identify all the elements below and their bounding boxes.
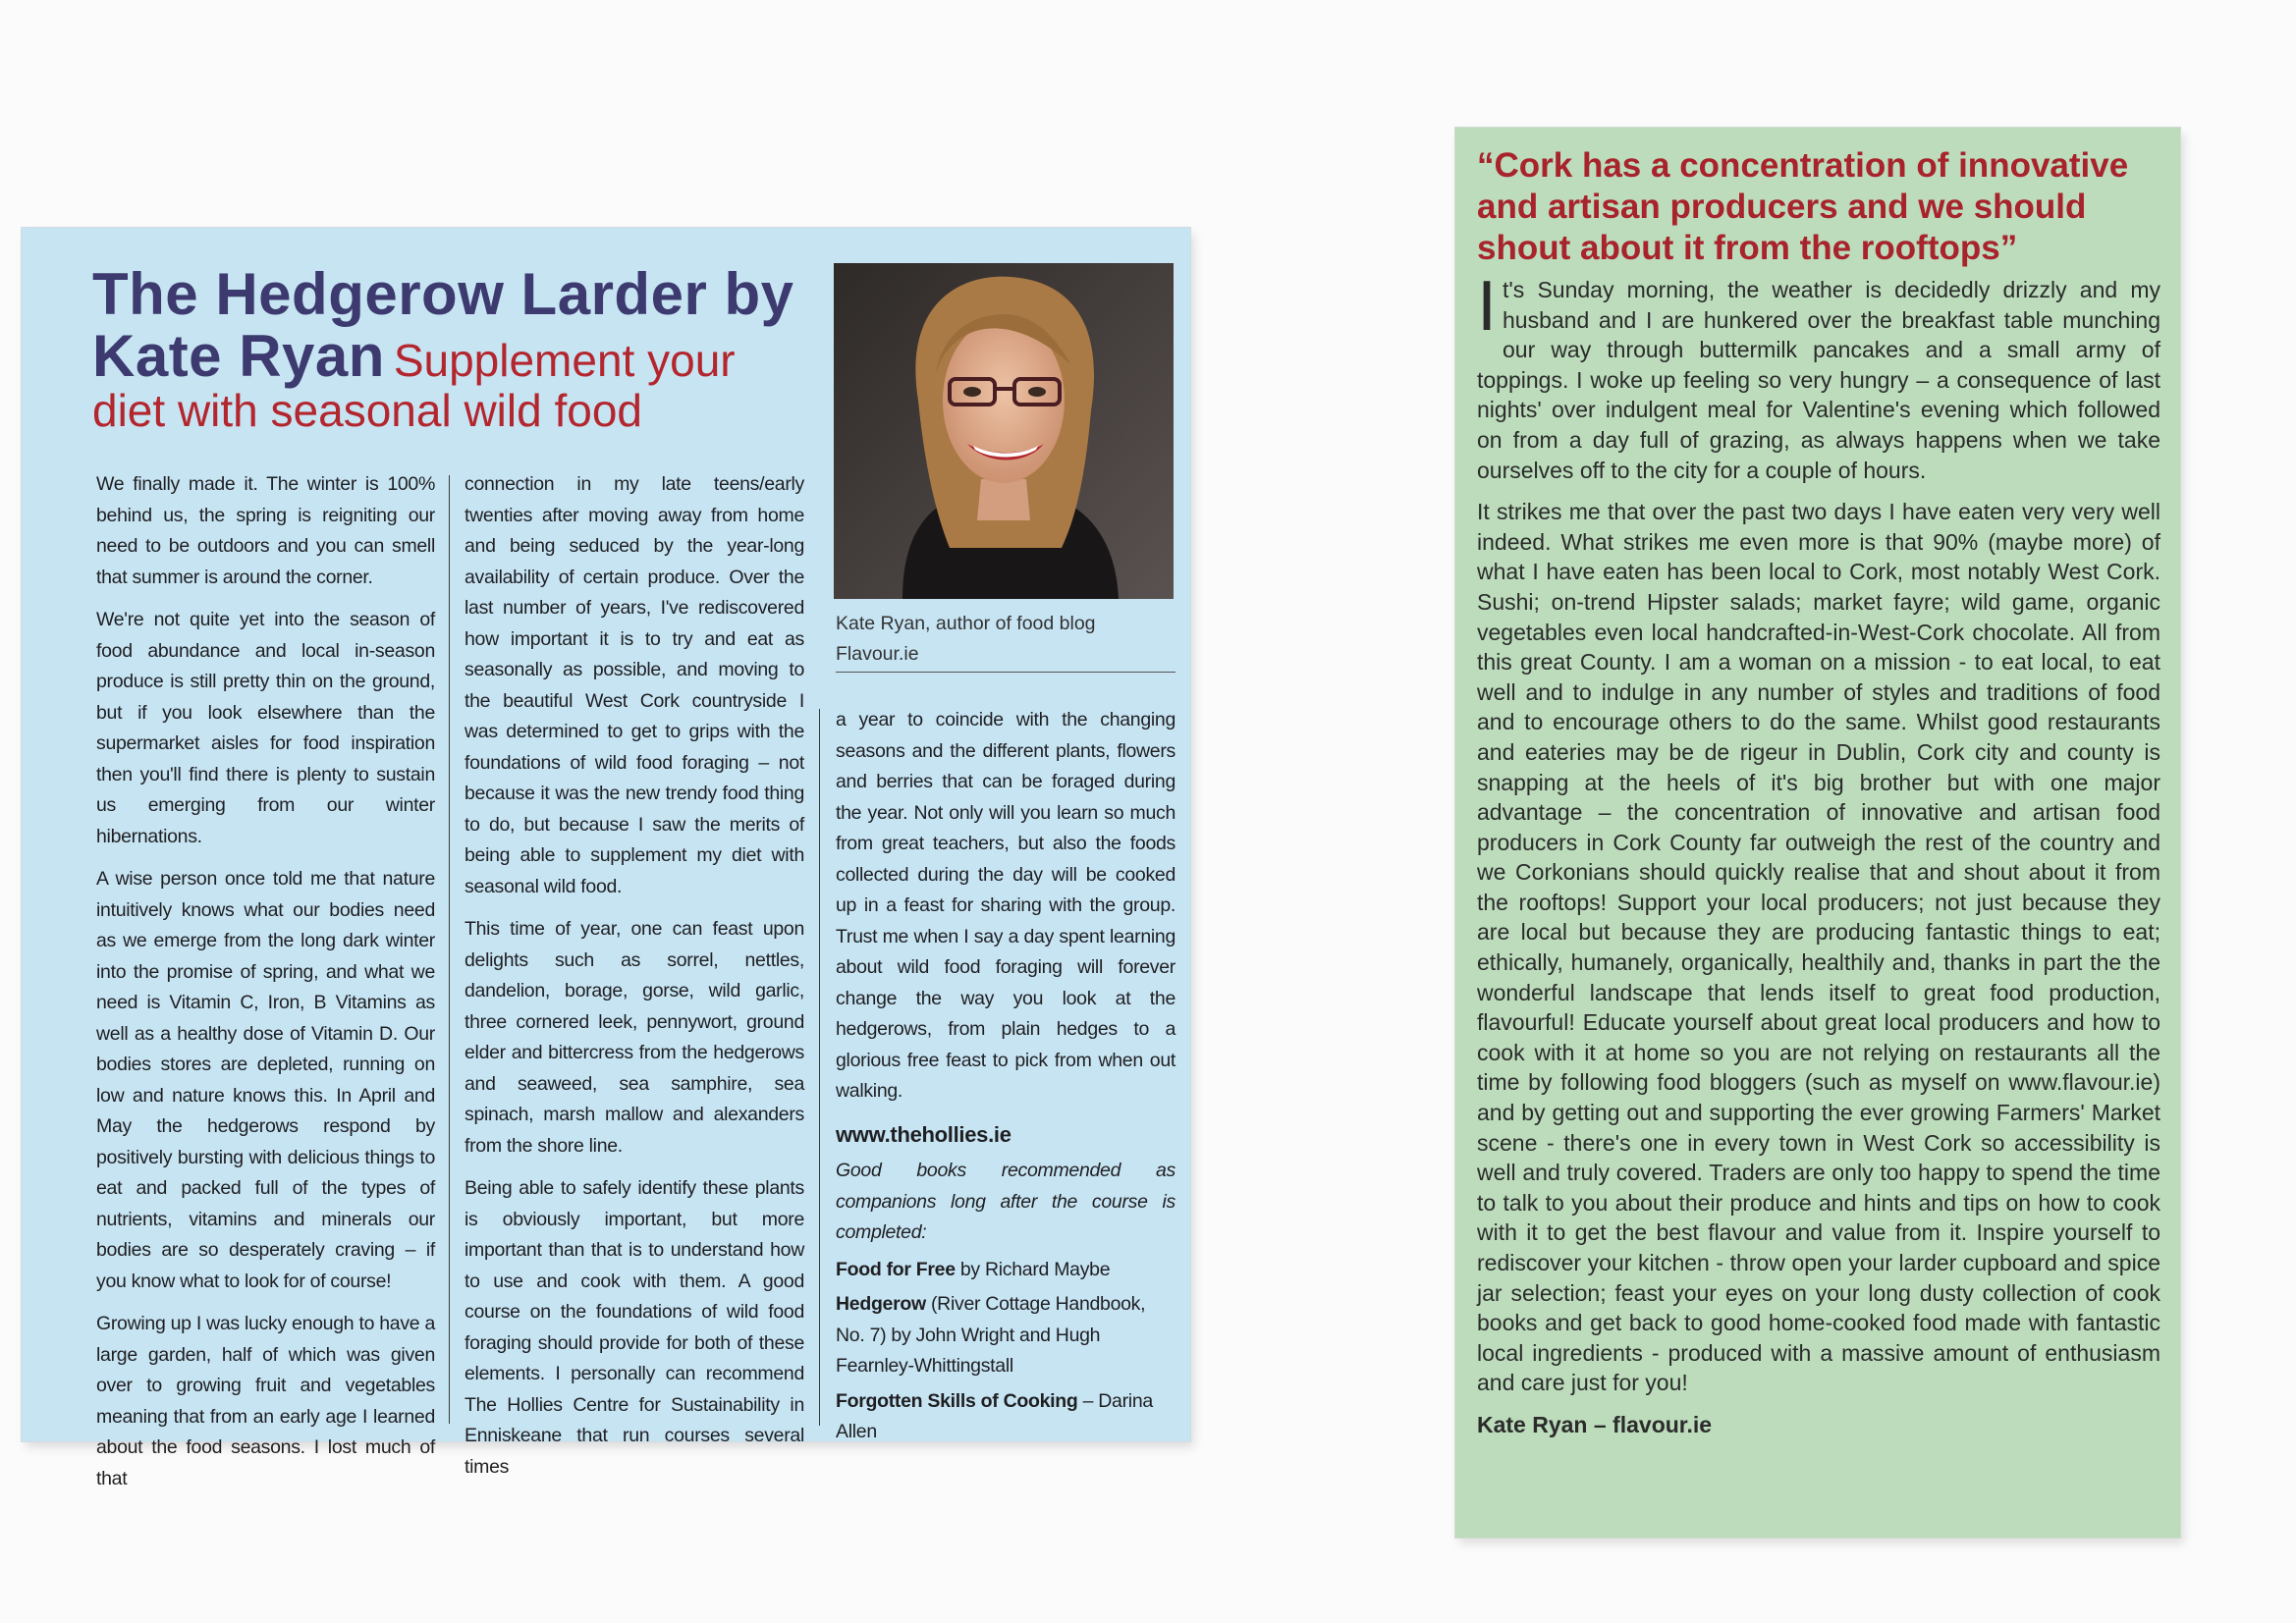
headline-subtitle-part2: diet with seasonal wild food [92,385,642,436]
pull-quote-headline: “Cork has a concentration of innovative and artisan producers and we should shout about it from the rooftops” [1477,146,2129,267]
book-item [836,1386,1175,1448]
paragraph: a year to coincide with the changing seasons and the different plants, flowers and berries that can be foraged during the year. Not only will you learn so much from great teachers, but also the foods collected during the day will be cooked up in a feast for sharing with the group. Trust me when I say a day spent learning about wild food foraging will forever change the way you look at the hedgerows, from plain hedges to a glorious free feast to pick from when out walking. [836,709,1175,1102]
book-item [836,1289,1175,1382]
headline-subtitle-part1: Supplement your [393,335,736,386]
paragraph: A wise person once told me that nature intuitively knows what our bodies need as we emerge from the long dark winter into the promise of spring, and what we need is Vitamin C, Iron, B Vitamins as well as a healthy dose of Vitamin D. Our bodies stores are depleted, running on low and nature knows this. In April and May the hedgerows respond by positively bursting with delicious things to eat and packed full of the types of nutrients, vitamins and minerals our bodies are so desperately craving – if you know what to look for of course! [96,868,435,1292]
book-title: Forgotten Skills of Cooking [836,1389,1078,1412]
article-headline [92,263,858,434]
column-divider [819,709,820,1426]
caption-divider [836,672,1175,673]
article-body [1477,267,2160,1440]
paragraph [1477,267,2160,485]
paragraph: Being able to safely identify these plants is obviously important, but more important than that is to understand how to use and cook with them. A good course on the foundations of wild food foraging should provide for both of these elements. I personally can recommend The Hollies Centre for Sustainability in Enniskeane that run courses several times [465,1177,804,1478]
article-column-2 [465,469,804,1494]
hedgerow-larder-clipping [22,228,1190,1489]
photo-caption: Kate Ryan, author of food blog Flavour.ie [836,613,1096,665]
paragraph: This time of year, one can feast upon delights such as sorrel, nettles, dandelion, borage, gorse, wild garlic, three cornered leek, pennywort, ground elder and bittercress from the hedgerows and seaweed, sea samphire, sea spinach, marsh mallow and alexanders from the shore line. [465,918,804,1157]
cork-article-clipping [1455,128,2180,1538]
book-title: Food for Free [836,1258,956,1280]
book-title: Hedgerow [836,1293,926,1315]
paragraph: Growing up I was lucky enough to have a large garden, half of which was given over to growing fruit and vegetables meaning that from an early age I learned about the food seasons. I lost much of that [96,1313,435,1489]
paragraph: connection in my late teens/early twenties after moving away from home and being seduced by the year-long availability of certain produce. Over the last number of years, I've rediscovered how important it is to try and eat as seasonally as possible, and moving to the beautiful West Cork countryside I was determined to get to grips with the foundations of wild food foraging – not because it was the new trendy food thing to do, but because I saw the merits of being able to supplement my diet with seasonal wild food. [465,473,804,897]
book-detail: by Richard Maybe [955,1258,1111,1280]
article-column-3 [836,705,1175,1452]
website-link[interactable]: www.thehollies.ie [836,1121,1011,1147]
book-detail: (River Cottage Handbook, No. 7) by John Wright and Hugh Fearnley-Whittingstall [836,1293,1146,1377]
portrait-image [834,263,1174,599]
article-column-1 [96,469,435,1506]
drop-cap: I [1477,267,1498,346]
books-intro: Good books recommended as companions long after the course is completed: [836,1160,1175,1243]
column-divider [449,475,450,1424]
paragraph: We finally made it. The winter is 100% behind us, the spring is reigniting our need to be outdoors and you can smell that summer is around the corner. [96,473,435,588]
paragraph: We're not quite yet into the season of food abundance and local in-season produce is still pretty thin on the ground, but if you look elsewhere than the supermarket aisles for food inspiration then you'll find there is plenty to sustain us emerging from our winter hibernations. [96,609,435,847]
paragraph: It strikes me that over the past two days I have eaten very very well indeed. What strikes me even more is that 90% (maybe more) of what I have eaten has been local to Cork, most notably West Cork. Sushi; on-trend Hipster salads; market fayre; wild game, organic vegetables even local handcrafted-in-West-Cork chocolate. All from this great County. I am a woman on a mission - to eat local, to eat well and to indulge in any number of styles and traditions of food and to encourage others to do the same. Whilst good restaurants and eateries may be de rigeur in Dublin, Cork city and county is snapping at the heels of it's big brother but with one major advantage – the concentration of innovative and artisan food producers in Cork County far outweigh the rest of the country and we Corkonians should quickly realise that and shout about it from the rooftops! Support your local producers; not just because they are local but because they are producing fantastic things to eat; ethically, humanely, organically, healthily and, thanks in part the the wonderful landscape that lends itself to great food production, flavourful! Educate yourself about great local producers and how to cook with it at home so you are not relying on restaurants all the time by following food bloggers (such as myself on www.flavour.ie) and by getting out and supporting the ever growing Farmers' Market scene - there's one in every town in West Cork so accessibility is well and truly covered. Traders are only too happy to spend the time to talk to you about their produce and hints and tips on how to cook with it to get the best flavour and value from it. Inspire yourself to rediscover your kitchen - throw open your larder cupboard and spice jar selection; feast your eyes on your long dusty collection of cook books and get back to good home-cooked food made with fantastic local ingredients - produced with a massive amount of enthusiasm and care just for you! [1477,499,2160,1396]
author-photo [834,263,1174,599]
headline-title-line1: The Hedgerow Larder by [92,261,794,327]
book-detail: – Darina Allen [836,1389,1153,1442]
paragraph-text: t's Sunday morning, the weather is decidedly drizzly and my husband and I are hunkered over the breakfast table munching our way through buttermilk pancakes and a small army of toppings. I woke up feeling so very hungry – a consequence of last nights' over indulgent meal for Valentine's evening which followed on from a day full of grazing, as always happens when we take ourselves off to the city for a couple of hours. [1477,277,2160,483]
author-signoff: Kate Ryan – flavour.ie [1477,1411,1713,1437]
book-item [836,1255,1175,1286]
headline-title-line2: Kate Ryan [92,323,385,389]
